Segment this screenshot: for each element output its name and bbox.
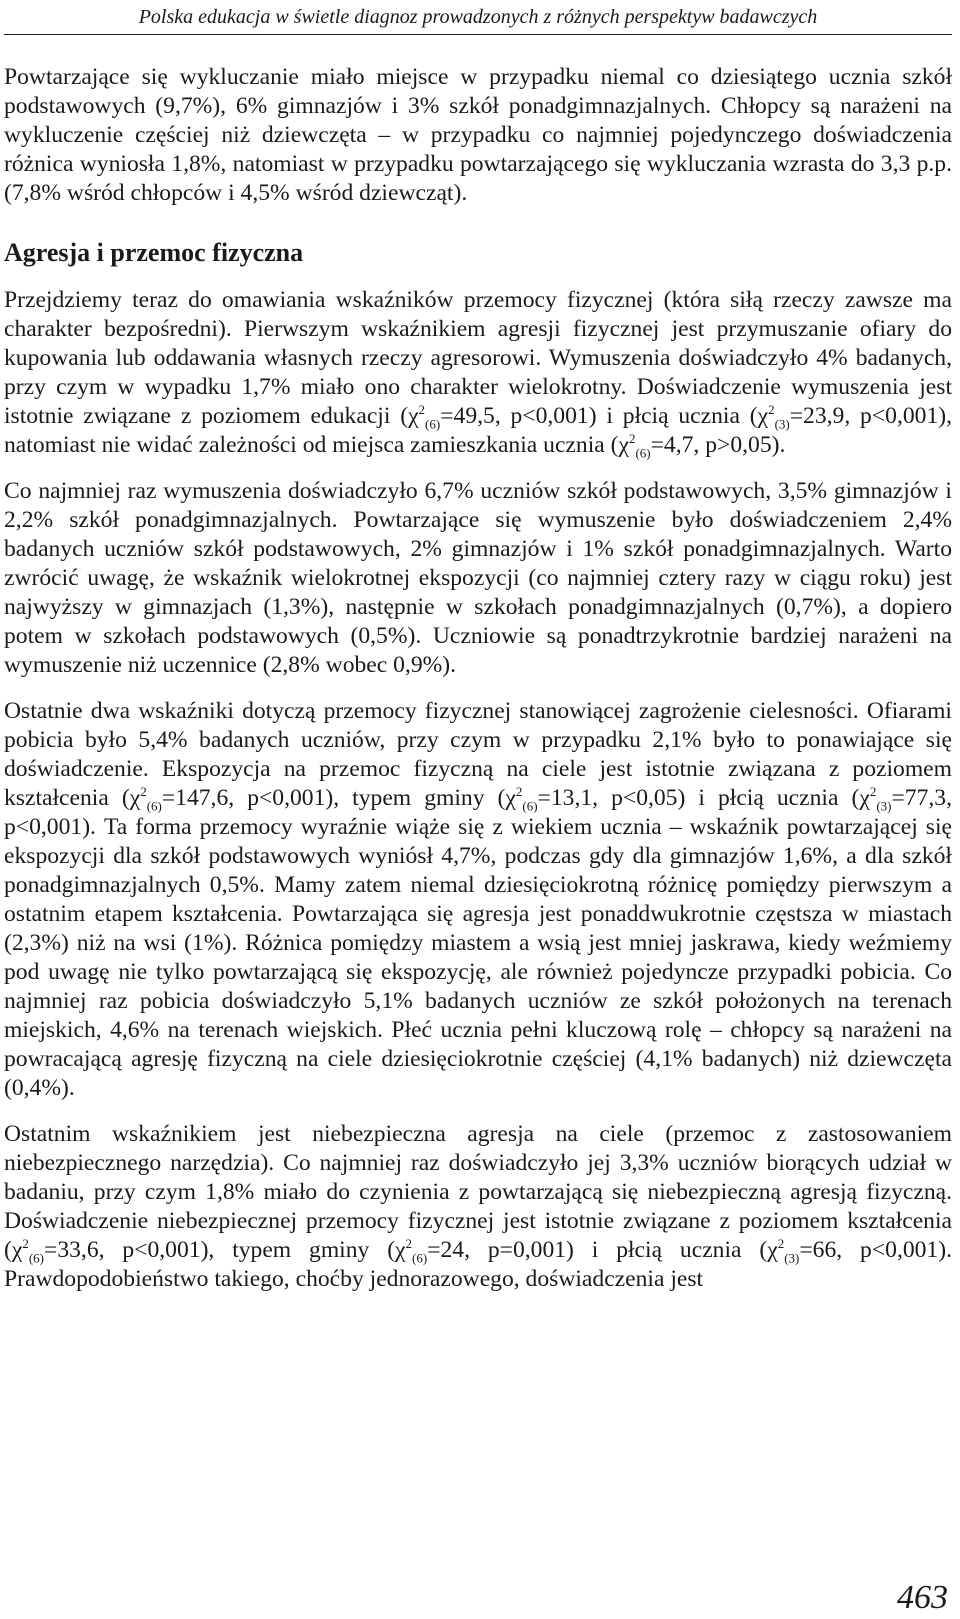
- superscript: 2: [628, 431, 636, 447]
- text-run: Przejdziemy teraz do omawiania wskaźników przemocy fizycznej (która siłą rzeczy zawsze ma charakter bezpośredni). Pierwszym wskaźnikiem agresji fizycznej jest przymuszanie ofiary do kupowania lub oddawania własnych rzeczy agresorowi. Wymuszenia doświadczyło 4% badanych, przy czym w wypadku 1,7% miało ono charakter wielokrotny. Doświadczenie wymuszenia jest istotnie związane z poziomem edukacji (χ: [4, 287, 952, 429]
- paragraph-extortion-levels: Co najmniej raz wymuszenia doświadczyło 6,7% uczniów szkół podstawowych, 3,5% gimnazjów i 2,2% szkół ponadgimnazjalnych. Powtarzające się wymuszenie było doświadczeniem 2,4% badanych uczniów szkół podstawowych, 2% gimnazjów i 1% szkół ponadgimnazjalnych. Warto zwrócić uwagę, że wskaźnik wielokrotnej ekspozycji (co najmniej cztery razy w ciągu roku) jest najwyższy w gimnazjach (1,3%), następnie w szkołach ponadgimnazjalnych (0,7%), a dopiero potem w szkołach podstawowych (0,5%). Uczniowie są ponadtrzykrotnie bardziej narażeni na wymuszenie niż uczennice (2,8% wobec 0,9%).: [4, 478, 952, 678]
- text-run: =24, p=0,001) i płcią ucznia (χ: [427, 1237, 778, 1263]
- running-header: Polska edukacja w świetle diagnoz prowadzonych z różnych perspektyw badawczych: [138, 6, 818, 28]
- paragraph-dangerous-aggression: [4, 1120, 952, 1294]
- superscript: 2: [869, 784, 877, 800]
- subscript: (6): [28, 1250, 45, 1266]
- subscript: (6): [425, 416, 441, 432]
- text-run: =77,3, p<0,001). Ta forma przemocy wyraźnie wiąże się z wiekiem ucznia – wskaźnik powtarzającej się ekspozycji dla szkół podstawowych wyniósł 4,7%, podczas gdy dla gimnazjów 1,6%, a dla szkół ponadgimnazjalnych 0,5%. Mamy zatem niemal dziesięciokrotną różnicę pomiędzy pierwszym a ostatnim etapem kształcenia. Powtarzająca się agresja jest ponaddwukrotnie częstsza w miastach (2,3%) niż na wsi (1%). Różnica pomiędzy miastem a wsią jest mniej jaskrawa, kiedy weźmiemy pod uwagę nie tylko powtarzającą się ekspozycję, ale również pojedyncze przypadki pobicia. Co najmniej raz pobicia doświadczyło 5,1% badanych uczniów ze szkół położonych na terenach miejskich, 4,6% na terenach wiejskich. Płeć ucznia pełni kluczową rolę – chłopcy są narażeni na powracającą agresję fizyczną na ciele dziesięciokrotnie częściej (4,1% badanych) niż dziewczęta (0,4%).: [4, 785, 952, 1101]
- subscript: (3): [784, 1250, 800, 1266]
- paragraph-beating: [4, 697, 952, 1103]
- superscript: 2: [515, 784, 523, 800]
- superscript: 2: [768, 402, 775, 418]
- text-run: =49,5, p<0,001) i płcią ucznia (χ: [440, 403, 769, 429]
- superscript: 2: [22, 1236, 29, 1252]
- subscript: (3): [876, 798, 892, 814]
- subscript: (6): [146, 798, 162, 814]
- subscript: (6): [635, 445, 651, 461]
- text-run: =66, p<0,001). Prawdopodobieństwo takiego, choćby jednorazowego, doświadczenia jest: [4, 1237, 952, 1292]
- header-rule: [4, 34, 952, 35]
- text-run: Ostatnim wskaźnikiem jest niebezpieczna agresja na ciele (przemoc z zastosowaniem niebezpiecznego narzędzia). Co najmniej raz doświadczyło jej 3,3% uczniów biorących udział w badaniu, przy czym 1,8% miało do czynienia z powtarzającą się niebezpieczną agresją fizyczną. Doświadczenie niebezpiecznej przemocy fizycznej jest istotnie związane z poziomem kształcenia (χ: [4, 1121, 952, 1263]
- intro-paragraph: Powtarzające się wykluczanie miało miejsce w przypadku niemal co dziesiątego ucznia szkół podstawowych (9,7%), 6% gimnazjów i 3% szkół ponadgimnazjalnych. Chłopcy są narażeni na wykluczenie częściej niż dziewczęta – w przypadku co najmniej pojedynczego doświadczenia różnica wyniosła 1,8%, natomiast w przypadku powtarzającego się wykluczania wzrasta do 3,3 p.p. (7,8% wśród chłopców i 4,5% wśród dziewcząt).: [4, 64, 952, 206]
- text-run: =147,6, p<0,001), typem gminy (χ: [161, 785, 516, 811]
- superscript: 2: [777, 1236, 785, 1252]
- superscript: 2: [418, 402, 426, 418]
- section-heading: Agresja i przemoc fizyczna: [4, 238, 304, 267]
- text-run: =4,7, p>0,05).: [650, 432, 786, 458]
- superscript: 2: [140, 784, 147, 800]
- subscript: (6): [412, 1250, 428, 1266]
- subscript: (6): [522, 798, 538, 814]
- text-run: Ostatnie dwa wskaźniki dotyczą przemocy fizycznej stanowiącej zagrożenie cielesności. Ofiarami pobicia było 5,4% badanych uczniów, przy czym w przypadku 2,1% było to ponawiające się doświadczenie. Ekspozycja na przemoc fizyczną na ciele jest istotnie związana z poziomem kształcenia (χ: [4, 698, 952, 811]
- superscript: 2: [405, 1236, 413, 1252]
- text-run: =33,6, p<0,001), typem gminy (χ: [44, 1237, 406, 1263]
- text-run: =13,1, p<0,05) i płcią ucznia (χ: [537, 785, 870, 811]
- page-number: 463: [897, 1579, 948, 1616]
- paragraph-extortion: [4, 286, 952, 460]
- text-run: =23,9, p<0,001), natomiast nie widać zależności od miejsca zamieszkania ucznia (χ: [4, 403, 952, 458]
- subscript: (3): [774, 416, 790, 432]
